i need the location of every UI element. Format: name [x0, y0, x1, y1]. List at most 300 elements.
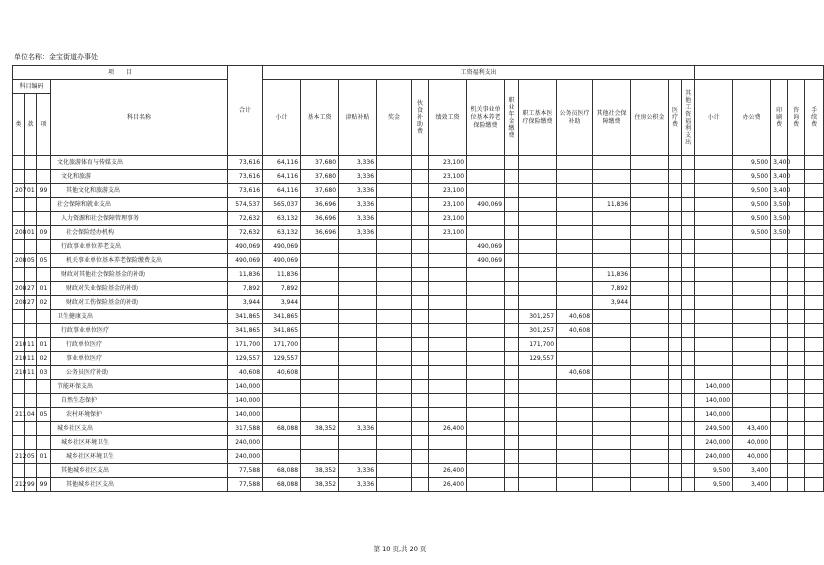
value-cell	[788, 366, 805, 380]
table-row	[13, 310, 824, 324]
value-cell: 23,100	[429, 156, 467, 170]
table-row	[13, 366, 824, 380]
table-row	[13, 338, 824, 352]
value-cell	[429, 380, 467, 394]
value-cell: 490,069	[263, 240, 301, 254]
header-col-12: 医疗费	[672, 107, 679, 128]
item-name-cell: 财政对其他社会保险基金的补助	[51, 268, 228, 282]
value-cell	[301, 296, 339, 310]
value-cell	[682, 254, 695, 268]
code-kuan-cell	[25, 268, 37, 282]
header-total: 合计	[228, 66, 263, 156]
value-cell	[788, 324, 805, 338]
value-cell	[593, 226, 631, 240]
value-cell	[669, 338, 682, 352]
value-cell	[301, 254, 339, 268]
value-cell	[788, 436, 805, 450]
value-cell	[669, 156, 682, 170]
value-cell	[339, 268, 377, 282]
total-cell: 341,865	[228, 310, 263, 324]
value-cell	[805, 324, 824, 338]
table-row	[13, 198, 824, 212]
code-lei-cell	[13, 268, 25, 282]
value-cell: 3,944	[593, 296, 631, 310]
code-lei-cell: 212	[13, 450, 25, 464]
value-cell	[429, 282, 467, 296]
code-lei-cell	[13, 394, 25, 408]
value-cell	[771, 436, 788, 450]
value-cell	[557, 408, 593, 422]
code-kuan-cell	[25, 212, 37, 226]
value-cell	[695, 240, 733, 254]
value-cell: 3,336	[339, 212, 377, 226]
value-cell	[788, 226, 805, 240]
value-cell	[631, 422, 669, 436]
value-cell: 9,500	[733, 198, 771, 212]
value-cell	[412, 170, 429, 184]
header-col-16: 印刷费	[776, 107, 783, 128]
code-lei-cell: 208	[13, 282, 25, 296]
value-cell	[682, 226, 695, 240]
value-cell: 38,352	[301, 478, 339, 492]
value-cell	[301, 394, 339, 408]
code-xiang-cell	[37, 240, 51, 254]
budget-table-sheet	[12, 65, 818, 530]
value-cell	[669, 408, 682, 422]
value-cell	[593, 352, 631, 366]
value-cell: 3,336	[339, 184, 377, 198]
code-lei-cell	[13, 324, 25, 338]
value-cell	[505, 156, 519, 170]
value-cell	[695, 310, 733, 324]
value-cell	[505, 352, 519, 366]
header-col-18: 手续费	[811, 107, 818, 128]
value-cell	[412, 366, 429, 380]
value-cell: 36,696	[301, 198, 339, 212]
value-cell	[788, 184, 805, 198]
item-name-cell: 文化旅游体育与传媒支出	[51, 156, 228, 170]
code-lei-cell	[13, 380, 25, 394]
value-cell	[788, 198, 805, 212]
value-cell: 23,100	[429, 170, 467, 184]
total-cell: 240,000	[228, 436, 263, 450]
value-cell	[467, 450, 505, 464]
value-cell	[263, 436, 301, 450]
code-kuan-cell: 01	[25, 226, 37, 240]
code-xiang-cell	[37, 310, 51, 324]
value-cell	[805, 212, 824, 226]
value-cell	[505, 296, 519, 310]
code-xiang-cell: 99	[37, 478, 51, 492]
item-name-cell: 人力资源和社会保障管理事务	[51, 212, 228, 226]
value-cell	[695, 324, 733, 338]
value-cell	[805, 310, 824, 324]
value-cell	[669, 464, 682, 478]
value-cell	[377, 254, 412, 268]
value-cell	[557, 212, 593, 226]
value-cell	[771, 408, 788, 422]
total-cell: 574,537	[228, 198, 263, 212]
value-cell: 9,500	[695, 478, 733, 492]
value-cell	[593, 212, 631, 226]
value-cell	[669, 170, 682, 184]
value-cell	[682, 324, 695, 338]
code-lei-cell: 212	[13, 478, 25, 492]
value-cell	[733, 338, 771, 352]
value-cell	[771, 450, 788, 464]
value-cell	[412, 478, 429, 492]
value-cell	[339, 296, 377, 310]
code-lei-cell: 211	[13, 408, 25, 422]
value-cell: 249,500	[695, 422, 733, 436]
item-name-cell: 行政事业单位医疗	[51, 324, 228, 338]
value-cell	[377, 198, 412, 212]
value-cell: 565,037	[263, 198, 301, 212]
code-kuan-cell: 27	[25, 282, 37, 296]
value-cell	[682, 198, 695, 212]
value-cell	[788, 240, 805, 254]
header-col-11: 住房公积金	[631, 80, 669, 156]
value-cell	[695, 282, 733, 296]
value-cell: 64,116	[263, 184, 301, 198]
value-cell: 140,000	[695, 408, 733, 422]
value-cell	[631, 240, 669, 254]
value-cell	[805, 198, 824, 212]
value-cell	[301, 324, 339, 338]
value-cell	[593, 324, 631, 338]
value-cell	[631, 324, 669, 338]
value-cell	[805, 226, 824, 240]
value-cell	[519, 296, 557, 310]
code-lei-cell	[13, 198, 25, 212]
value-cell	[505, 170, 519, 184]
value-cell	[669, 254, 682, 268]
value-cell	[339, 240, 377, 254]
value-cell: 23,100	[429, 198, 467, 212]
code-kuan-cell	[25, 464, 37, 478]
value-cell	[429, 310, 467, 324]
code-kuan-cell: 27	[25, 296, 37, 310]
value-cell	[519, 464, 557, 478]
value-cell	[412, 338, 429, 352]
item-name-cell: 其他文化和旅游支出	[51, 184, 228, 198]
value-cell: 68,088	[263, 478, 301, 492]
code-kuan-cell	[25, 170, 37, 184]
value-cell	[771, 422, 788, 436]
code-xiang-cell	[37, 324, 51, 338]
value-cell: 3,336	[339, 464, 377, 478]
value-cell	[377, 296, 412, 310]
value-cell	[805, 254, 824, 268]
table-row	[13, 268, 824, 282]
value-cell	[429, 408, 467, 422]
item-name-cell: 社会保险经办机构	[51, 226, 228, 240]
value-cell	[429, 240, 467, 254]
value-cell	[805, 338, 824, 352]
value-cell	[519, 170, 557, 184]
value-cell: 40,608	[557, 366, 593, 380]
value-cell	[519, 478, 557, 492]
value-cell	[467, 422, 505, 436]
value-cell	[771, 296, 788, 310]
value-cell	[505, 282, 519, 296]
value-cell	[695, 338, 733, 352]
value-cell	[695, 170, 733, 184]
value-cell	[505, 408, 519, 422]
table-row	[13, 352, 824, 366]
table-row	[13, 408, 824, 422]
value-cell	[631, 226, 669, 240]
value-cell: 9,500	[733, 184, 771, 198]
value-cell: 26,400	[429, 464, 467, 478]
value-cell: 36,696	[301, 212, 339, 226]
table-row	[13, 254, 824, 268]
item-name-cell: 城乡社区支出	[51, 422, 228, 436]
value-cell	[593, 450, 631, 464]
value-cell	[412, 422, 429, 436]
code-kuan-cell: 11	[25, 338, 37, 352]
value-cell: 38,352	[301, 464, 339, 478]
value-cell	[733, 380, 771, 394]
value-cell	[467, 478, 505, 492]
value-cell	[505, 240, 519, 254]
header-col-5: 绩效工资	[429, 80, 467, 156]
table-row	[13, 464, 824, 478]
value-cell	[412, 394, 429, 408]
value-cell	[339, 254, 377, 268]
value-cell	[467, 464, 505, 478]
item-name-cell: 机关事业单位基本养老保险缴费支出	[51, 254, 228, 268]
value-cell	[505, 366, 519, 380]
table-row	[13, 394, 824, 408]
value-cell	[631, 352, 669, 366]
header-col-10: 其他社会保障缴费	[593, 80, 631, 156]
table-row	[13, 324, 824, 338]
total-cell: 40,608	[228, 366, 263, 380]
value-cell	[505, 450, 519, 464]
total-cell: 140,000	[228, 394, 263, 408]
item-name-cell: 城乡社区环境卫生	[51, 436, 228, 450]
value-cell	[695, 198, 733, 212]
value-cell	[377, 226, 412, 240]
table-row	[13, 380, 824, 394]
value-cell	[771, 324, 788, 338]
value-cell	[593, 366, 631, 380]
value-cell	[682, 352, 695, 366]
total-cell: 3,944	[228, 296, 263, 310]
value-cell	[467, 170, 505, 184]
value-cell	[505, 422, 519, 436]
header-name: 科目名称	[51, 80, 228, 156]
value-cell	[682, 282, 695, 296]
value-cell: 129,557	[519, 352, 557, 366]
value-cell: 40,000	[733, 436, 771, 450]
value-cell	[377, 324, 412, 338]
value-cell	[669, 226, 682, 240]
code-kuan-cell	[25, 380, 37, 394]
value-cell: 26,400	[429, 478, 467, 492]
value-cell	[631, 282, 669, 296]
value-cell	[557, 436, 593, 450]
value-cell: 3,336	[339, 198, 377, 212]
value-cell	[771, 478, 788, 492]
value-cell: 490,069	[467, 254, 505, 268]
value-cell	[339, 324, 377, 338]
code-kuan-cell	[25, 240, 37, 254]
value-cell	[631, 254, 669, 268]
value-cell: 3,500	[771, 212, 788, 226]
value-cell	[733, 366, 771, 380]
value-cell	[377, 352, 412, 366]
value-cell	[788, 464, 805, 478]
value-cell	[682, 156, 695, 170]
item-name-cell: 其他城乡社区支出	[51, 478, 228, 492]
value-cell	[412, 240, 429, 254]
value-cell	[339, 394, 377, 408]
value-cell	[339, 366, 377, 380]
value-cell	[505, 184, 519, 198]
header-col-1: 基本工资	[301, 80, 339, 156]
value-cell	[733, 324, 771, 338]
value-cell	[788, 408, 805, 422]
value-cell	[263, 380, 301, 394]
value-cell: 63,132	[263, 226, 301, 240]
header-col-4: 伙食补助费	[417, 100, 424, 135]
value-cell	[805, 478, 824, 492]
value-cell	[631, 394, 669, 408]
table-row	[13, 450, 824, 464]
value-cell: 7,892	[593, 282, 631, 296]
value-cell	[669, 422, 682, 436]
code-lei-cell	[13, 156, 25, 170]
value-cell: 3,336	[339, 478, 377, 492]
header-goods-group	[695, 66, 824, 80]
header-col-14: 小计	[695, 80, 733, 156]
value-cell: 3,336	[339, 226, 377, 240]
code-xiang-cell	[37, 436, 51, 450]
value-cell	[631, 436, 669, 450]
value-cell	[788, 380, 805, 394]
value-cell	[593, 156, 631, 170]
code-lei-cell: 208	[13, 296, 25, 310]
value-cell	[557, 338, 593, 352]
value-cell	[669, 310, 682, 324]
total-cell: 317,588	[228, 422, 263, 436]
total-cell: 73,616	[228, 156, 263, 170]
value-cell	[412, 352, 429, 366]
value-cell: 64,116	[263, 170, 301, 184]
value-cell	[631, 366, 669, 380]
header-col-8: 职工基本医疗保险缴费	[519, 80, 557, 156]
value-cell	[557, 282, 593, 296]
value-cell	[593, 380, 631, 394]
value-cell	[429, 450, 467, 464]
item-name-cell: 社会保障和就业支出	[51, 198, 228, 212]
table-row	[13, 422, 824, 436]
value-cell	[519, 240, 557, 254]
value-cell	[669, 380, 682, 394]
value-cell: 3,400	[771, 170, 788, 184]
header-col-0: 小计	[263, 80, 301, 156]
value-cell	[301, 352, 339, 366]
value-cell	[682, 240, 695, 254]
value-cell	[301, 240, 339, 254]
value-cell	[557, 156, 593, 170]
value-cell	[429, 324, 467, 338]
item-name-cell: 行政单位医疗	[51, 338, 228, 352]
header-col-7: 职业年金缴费	[508, 96, 515, 139]
value-cell	[695, 226, 733, 240]
value-cell: 68,088	[263, 464, 301, 478]
code-xiang-cell: 01	[37, 338, 51, 352]
value-cell	[695, 212, 733, 226]
value-cell	[669, 184, 682, 198]
value-cell	[412, 408, 429, 422]
value-cell	[631, 380, 669, 394]
value-cell	[519, 422, 557, 436]
value-cell	[557, 450, 593, 464]
header-salary-group: 工资福利支出	[263, 66, 695, 80]
value-cell	[788, 394, 805, 408]
value-cell	[805, 422, 824, 436]
value-cell	[805, 184, 824, 198]
code-lei-cell	[13, 240, 25, 254]
value-cell	[377, 394, 412, 408]
code-xiang-cell: 03	[37, 366, 51, 380]
value-cell	[429, 268, 467, 282]
value-cell	[467, 296, 505, 310]
value-cell	[467, 352, 505, 366]
value-cell: 9,500	[733, 226, 771, 240]
value-cell	[505, 226, 519, 240]
value-cell	[631, 170, 669, 184]
value-cell	[557, 464, 593, 478]
value-cell	[557, 226, 593, 240]
value-cell	[519, 198, 557, 212]
value-cell	[733, 408, 771, 422]
value-cell	[519, 268, 557, 282]
page-footer: 第 10 页,共 20 页	[373, 545, 427, 553]
value-cell	[771, 310, 788, 324]
value-cell	[339, 380, 377, 394]
code-xiang-cell: 05	[37, 408, 51, 422]
value-cell	[557, 184, 593, 198]
value-cell	[301, 408, 339, 422]
value-cell	[805, 156, 824, 170]
total-cell: 140,000	[228, 408, 263, 422]
table-body	[13, 156, 824, 492]
value-cell: 11,836	[593, 198, 631, 212]
value-cell	[805, 394, 824, 408]
value-cell	[593, 408, 631, 422]
value-cell	[377, 268, 412, 282]
value-cell	[682, 478, 695, 492]
total-cell: 73,616	[228, 170, 263, 184]
value-cell	[467, 226, 505, 240]
item-name-cell: 卫生健康支出	[51, 310, 228, 324]
item-name-cell: 节能环保支出	[51, 380, 228, 394]
value-cell	[301, 282, 339, 296]
value-cell	[669, 240, 682, 254]
value-cell	[557, 478, 593, 492]
value-cell	[377, 310, 412, 324]
value-cell	[467, 310, 505, 324]
table-row	[13, 296, 824, 310]
value-cell	[805, 282, 824, 296]
value-cell	[805, 408, 824, 422]
total-cell: 11,836	[228, 268, 263, 282]
value-cell: 9,500	[733, 170, 771, 184]
